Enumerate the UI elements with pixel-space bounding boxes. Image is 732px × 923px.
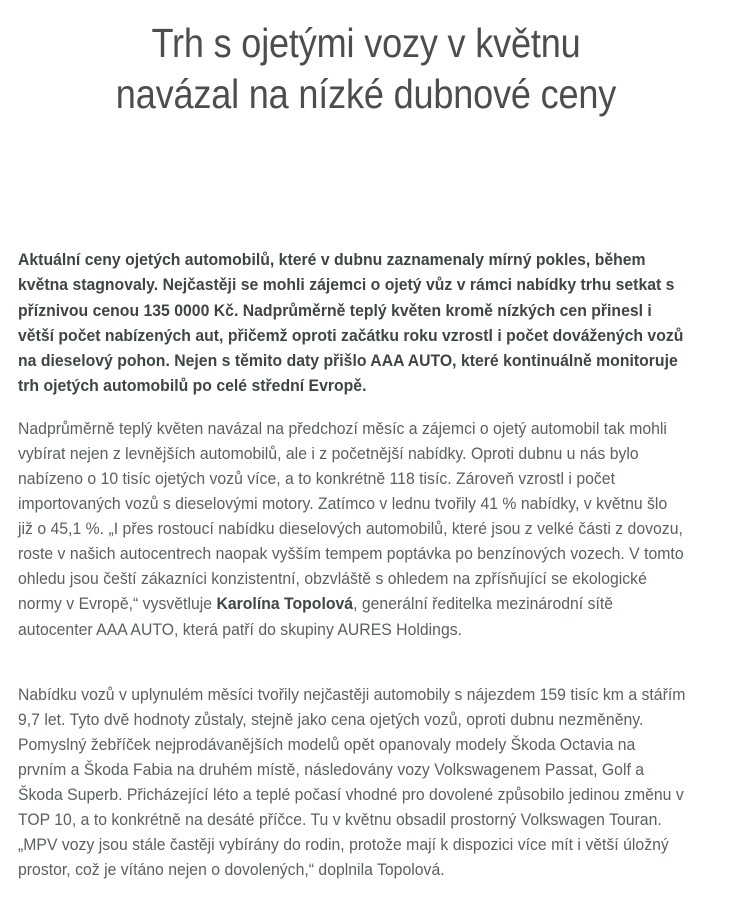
page-title-line-2: navázal na nízké dubnové ceny (115, 71, 617, 117)
article-paragraph-3: Nabídku vozů v uplynulém měsíci tvořily nejčastěji automobily s nájezdem 159 tisíc km a stářím 9,7 let. Tyto dvě hodnoty zůstaly, stejně jako cena ojetých vozů, oproti dubnu nezměněny. Pomyslný žebříček nejprodávanějších modelů opět opanovaly modely Škoda Octavia na prvním a Škoda Fabia na druhém místě, následovány vozy Volkswagenem Passat, Golf a Škoda Superb. Přicházející léto a teplé počasí vhodné pro dovolené způsobilo jedinou změnu v TOP 10, a to konkrétně na desáté příčce. Tu v květnu obsadil prostorný Volkswagen Touran. „MPV vozy jsou stále častěji vybírány do rodin, protože mají k dispozici více mít i větší úložný prostor, což je vítáno nejen o dovolených,“ doplnila Topolová. (18, 685, 686, 880)
article-lead-paragraph: Aktuální ceny ojetých automobilů, které v dubnu zaznamenaly mírný pokles, během května stagnovaly. Nejčastěji se mohli zájemci o ojetý vůz v rámci nabídky trhu setkat s příznivou cenou 135 0000 Kč. Nadprůměrně teplý květen kromě nízkých cen přinesl i větší počet nabízených aut, přičemž oproti začátku roku vzrostl i počet dovážených vozů na dieselový pohon. Nejen s těmito daty přišlo AAA AUTO, které kontinuálně monitoruje trh ojetých automobilů po celé střední Evropě. (18, 251, 684, 396)
quoted-person-name: Karolína Topolová (216, 595, 354, 614)
headline-spacer (0, 120, 732, 248)
page-title-line-1: Trh s ojetými vozy v květnu (151, 20, 581, 66)
paragraph-2-text-before-name: Nadprůměrně teplý květen navázal na předchozí měsíc a zájemci o ojetý automobil tak mohli vybírat nejen z levnějších automobilů, ale i z početnější nabídky. Oproti dubnu u nás bylo nabízeno o 10 tisíc ojetých vozů více, a to konkrétně 118 tisíc. Zároveň vzrostl i počet importovaných vozů s dieselovými motory. Zatímco v lednu tvořily 41 % nabídky, v květnu šlo již o 45,1 %. „I přes rostoucí nabídku dieselových automobilů, které jsou z velké části z dovozu, roste v našich autocentrech naopak vyšším tempem poptávka po benzínových vozech. V tomto ohledu jsou čeští zákazníci konzistentní, obzvláště s ohledem na zpřísňující se ekologické normy v Evropě,“ vysvětluje (18, 419, 684, 614)
article-body (0, 248, 732, 883)
paragraph-spacer-1 (18, 400, 684, 417)
paragraph-2-text-after-name: , generální ředitelka mezinárodní sítě autocenter AAA AUTO, která patří do skupiny AURES Holdings. (18, 595, 614, 639)
article-paragraph-2 (18, 417, 686, 643)
paragraph-spacer-2 (18, 643, 684, 683)
page-title (44, 0, 688, 120)
